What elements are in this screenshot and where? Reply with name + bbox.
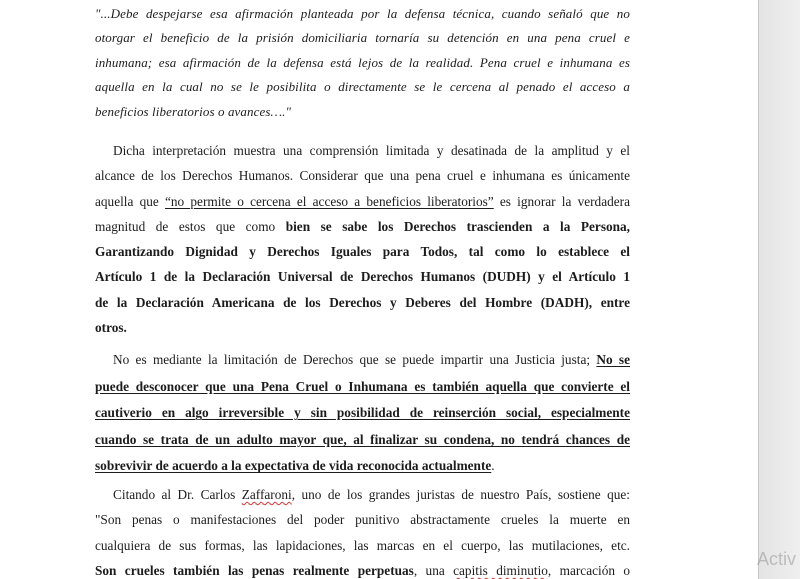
para2-line-5 bbox=[95, 453, 630, 480]
paragraph-interpretacion bbox=[95, 138, 630, 340]
para1-line-3 bbox=[95, 189, 630, 214]
quote-line-2: otorgar el beneficio de la prisión domiciliaria tornaría su detención en una pena cruel e bbox=[95, 30, 630, 46]
activation-watermark: Activ bbox=[757, 549, 797, 569]
para1-text: es ignorar la verdadera bbox=[493, 193, 630, 209]
bold-underlined-text: cuando se trata de un adulto mayor que, al finalizar su condena, no tendrá chances de bbox=[95, 431, 630, 447]
para1-line-5 bbox=[95, 239, 630, 264]
para3-text: , uno de los grandes juristas de nuestro País, sostiene que: bbox=[291, 487, 630, 502]
para1-line-1: Dicha interpretación muestra una comprensión limitada y desatinada de la amplitud y el bbox=[113, 143, 630, 158]
quote-line-4: aquella en la cual no se le posibilita o directamente se le cercena al penado el acceso a bbox=[95, 79, 630, 95]
bold-text: de la Declaración Americana de los Derechos y Deberes del Hombre (DADH), entre bbox=[95, 294, 630, 310]
para2-line-2 bbox=[95, 374, 630, 401]
paragraph-zaffaroni bbox=[95, 482, 630, 579]
para1-line-7 bbox=[95, 290, 630, 315]
underlined-quote: “no permite o cercena el acceso a beneficios liberatorios” bbox=[165, 193, 494, 209]
bold-text: Artículo 1 de la Declaración Universal de Derechos Humanos (DUDH) y el Artículo 1 bbox=[95, 269, 630, 285]
para3-line-1 bbox=[95, 482, 630, 507]
para2-line-4 bbox=[95, 427, 630, 454]
para3-text: , marcación o bbox=[547, 562, 631, 578]
para2-line-3 bbox=[95, 400, 630, 427]
para1-line-2: alcance de los Derechos Humanos. Considerar que una pena cruel e inhumana es únicamente bbox=[95, 168, 630, 184]
quote-line-3: inhumana; esa afirmación de la defensa está lejos de la realidad. Pena cruel e inhumana es bbox=[95, 54, 630, 70]
para3-text: Citando al Dr. Carlos bbox=[113, 487, 242, 502]
para2-text: No es mediante la limitación de Derechos que se puede impartir una Justicia justa; bbox=[113, 352, 597, 367]
bold-text: otros. bbox=[95, 320, 127, 336]
bold-underlined-text: puede desconocer que una Pena Cruel o Inhumana es también aquella que convierte el bbox=[95, 378, 630, 394]
para1-line-6 bbox=[95, 264, 630, 289]
para1-line-8 bbox=[95, 315, 630, 340]
para2-line-1 bbox=[95, 347, 630, 374]
para3-line-3: cualquiera de sus formas, las lapidaciones, las marcas en el cuerpo, las mutilaciones, etc. bbox=[95, 537, 630, 553]
quote-line-5: beneficios liberatorios o avances…." bbox=[95, 103, 292, 119]
para3-line-2: "Son penas o manifestaciones del poder punitivo abstractamente crueles la muerte en bbox=[95, 512, 630, 528]
bold-underlined-text: No se bbox=[596, 352, 630, 367]
bold-underlined-text: cautiverio en algo irreversible y sin posibilidad de reinserción social, especialmente bbox=[95, 405, 630, 421]
bold-text: bien se sabe los Derechos trascienden a la Persona, bbox=[285, 218, 631, 234]
spellcheck-word[interactable]: Zaffaroni bbox=[241, 487, 292, 502]
bold-underlined-text: sobrevivir de acuerdo a la expectativa de vida reconocida actualmente bbox=[95, 458, 492, 474]
para3-text: , una bbox=[413, 562, 454, 578]
para2-text: . bbox=[491, 458, 495, 474]
paragraph-limitacion bbox=[95, 347, 630, 480]
bold-text: Son crueles también las penas realmente perpetuas bbox=[95, 562, 414, 578]
para3-line-4 bbox=[95, 558, 630, 579]
bold-text: Garantizando Dignidad y Derechos Iguales para Todos, tal como lo establece el bbox=[95, 244, 630, 260]
para1-text: magnitud de estos que como bbox=[95, 218, 286, 234]
spellcheck-word[interactable]: capitis diminutio bbox=[453, 562, 548, 578]
window-gutter bbox=[758, 0, 800, 579]
quote-line-1: "...Debe despejarse esa afirmación planteada por la defensa técnica, cuando señaló que no bbox=[95, 6, 630, 21]
block-quote bbox=[95, 2, 630, 124]
para1-line-4 bbox=[95, 214, 630, 239]
para1-text: aquella que bbox=[95, 193, 165, 209]
